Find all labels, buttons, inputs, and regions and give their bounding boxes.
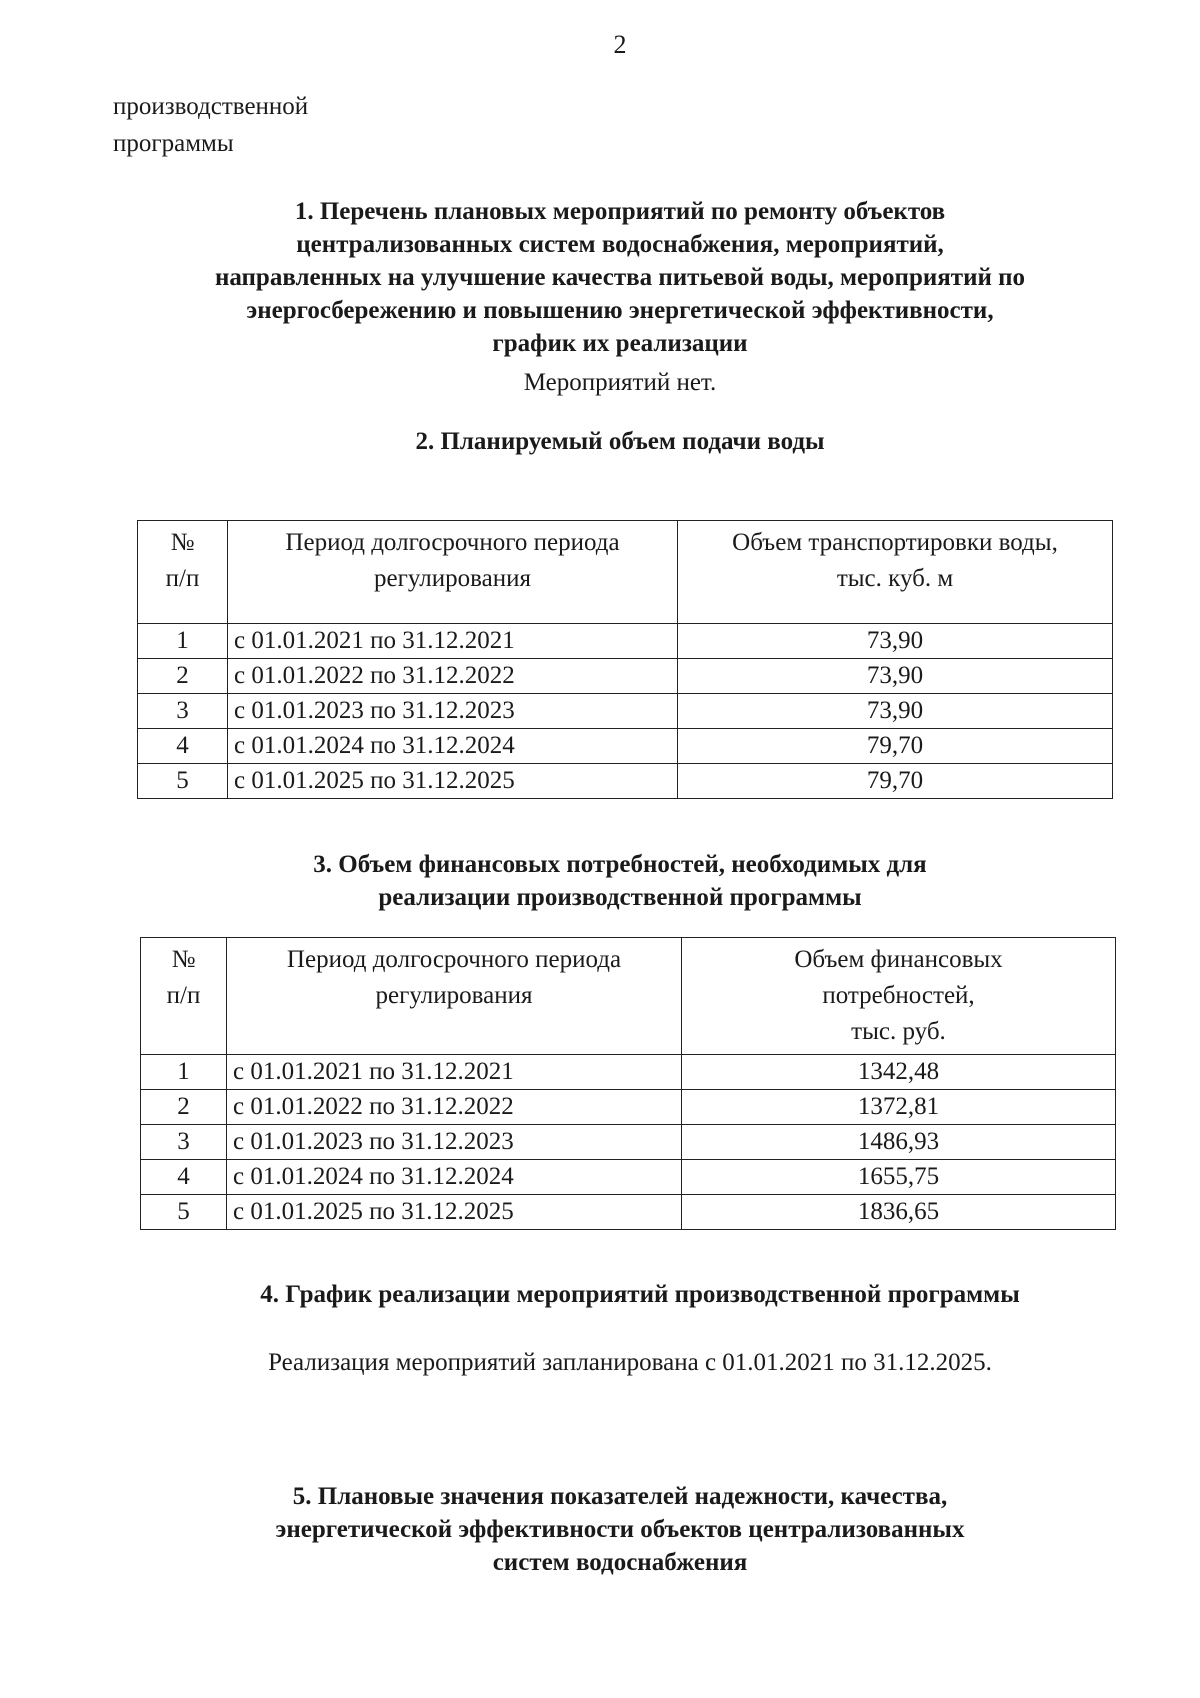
row-num: 2 <box>141 1090 227 1125</box>
table-row <box>138 729 1113 764</box>
section-5-heading: 5. Плановые значения показателей надежности, качества, энергетической эффективности объектов централизованных систем водоснабжения <box>275 1483 965 1576</box>
header-volume: Объем транспортировки воды, тыс. куб. м <box>678 521 1113 624</box>
table-row <box>141 1090 1116 1125</box>
row-num: 3 <box>141 1125 227 1160</box>
table-row <box>138 764 1113 799</box>
row-value: 73,90 <box>678 624 1113 659</box>
table-row <box>138 694 1113 729</box>
water-supply-table <box>137 520 1113 799</box>
row-period: с 01.01.2022 по 31.12.2022 <box>228 659 678 694</box>
row-period: с 01.01.2021 по 31.12.2021 <box>227 1055 682 1090</box>
row-num: 2 <box>138 659 228 694</box>
row-period: с 01.01.2023 по 31.12.2023 <box>227 1125 682 1160</box>
row-num: 4 <box>138 729 228 764</box>
row-value: 1836,65 <box>682 1195 1116 1230</box>
row-value: 79,70 <box>678 729 1113 764</box>
row-period: с 01.01.2024 по 31.12.2024 <box>228 729 678 764</box>
section-2-heading: 2. Планируемый объем подачи воды <box>415 428 825 455</box>
table-header-row <box>138 521 1113 624</box>
row-period: с 01.01.2022 по 31.12.2022 <box>227 1090 682 1125</box>
table-row <box>141 1055 1116 1090</box>
section-4-text: Реализация мероприятий запланирована с 01.01.2021 по 31.12.2025. <box>268 1349 992 1376</box>
row-num: 5 <box>138 764 228 799</box>
intro-line-2: программы <box>113 130 234 157</box>
section-3-heading: 3. Объем финансовых потребностей, необходимых для реализации производственной программы <box>313 851 927 911</box>
table-row <box>138 659 1113 694</box>
table-row <box>138 624 1113 659</box>
page-number: 2 <box>613 30 627 59</box>
header-finance: Объем финансовых потребностей, тыс. руб. <box>682 938 1116 1055</box>
header-period: Период долгосрочного периода регулирования <box>228 521 678 624</box>
row-value: 73,90 <box>678 694 1113 729</box>
row-period: с 01.01.2025 по 31.12.2025 <box>228 764 678 799</box>
header-num: № п/п <box>138 521 228 624</box>
row-value: 73,90 <box>678 659 1113 694</box>
row-period: с 01.01.2021 по 31.12.2021 <box>228 624 678 659</box>
row-value: 79,70 <box>678 764 1113 799</box>
row-period: с 01.01.2024 по 31.12.2024 <box>227 1160 682 1195</box>
row-value: 1342,48 <box>682 1055 1116 1090</box>
table-row <box>141 1195 1116 1230</box>
table-header-row <box>141 938 1116 1055</box>
row-value: 1372,81 <box>682 1090 1116 1125</box>
row-period: с 01.01.2025 по 31.12.2025 <box>227 1195 682 1230</box>
header-num: № п/п <box>141 938 227 1055</box>
table-row <box>141 1160 1116 1195</box>
section-4-heading: 4. График реализации мероприятий производственной программы <box>260 1281 1020 1308</box>
row-num: 1 <box>138 624 228 659</box>
row-num: 1 <box>141 1055 227 1090</box>
financial-needs-table <box>140 937 1116 1230</box>
row-num: 4 <box>141 1160 227 1195</box>
row-num: 3 <box>138 694 228 729</box>
row-value: 1655,75 <box>682 1160 1116 1195</box>
section-1-text: Мероприятий нет. <box>523 369 717 396</box>
row-period: с 01.01.2023 по 31.12.2023 <box>228 694 678 729</box>
intro-line-1: производственной <box>113 93 309 120</box>
header-period: Период долгосрочного периода регулирования <box>227 938 682 1055</box>
section-1-heading: 1. Перечень плановых мероприятий по ремонту объектов централизованных систем водоснабжения, мероприятий, направленных на улучшение качества питьевой воды, мероприятий по энергосбережению и повышению энергетической эффективности, график их реализации <box>214 198 1026 357</box>
row-num: 5 <box>141 1195 227 1230</box>
intro-text <box>113 88 308 162</box>
row-value: 1486,93 <box>682 1125 1116 1160</box>
table-row <box>141 1125 1116 1160</box>
